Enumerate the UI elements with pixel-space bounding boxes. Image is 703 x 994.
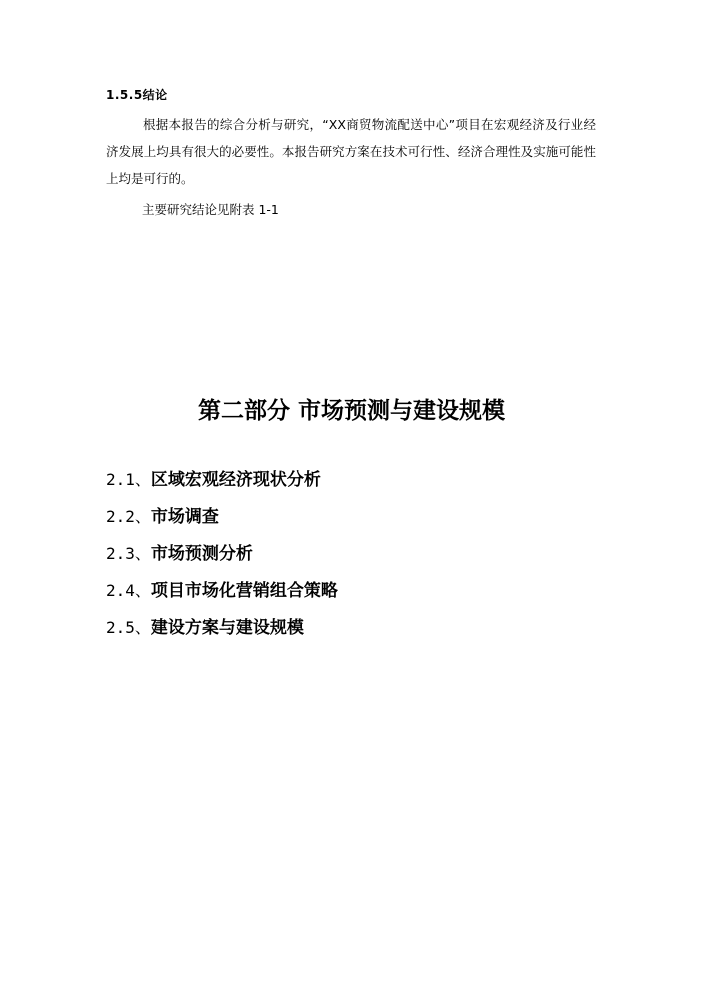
toc-item: [106, 614, 338, 651]
toc-item-title: 区域宏观经济现状分析: [150, 470, 321, 490]
toc-item-number: 2.4、: [106, 581, 151, 600]
toc-item: [106, 540, 338, 577]
section-heading: 1.5.5结论: [106, 88, 168, 102]
toc-item-title: 项目市场化营销组合策略: [150, 581, 338, 601]
toc-item: [106, 503, 338, 540]
toc-item-number: 2.2、: [106, 507, 151, 526]
toc-item-title: 建设方案与建设规模: [150, 618, 304, 638]
toc-item-title: 市场调查: [150, 507, 219, 527]
toc-item-number: 2.3、: [106, 544, 151, 563]
toc-item: [106, 466, 338, 503]
toc-item: [106, 577, 338, 614]
table-of-contents: [106, 466, 338, 651]
conclusion-paragraph: 根据本报告的综合分析与研究，“XX商贸物流配送中心”项目在宏观经济及行业经济发展上均具有很大的必要性。本报告研究方案在技术可行性、经济合理性及实施可能性上均是可行的。: [106, 117, 596, 186]
toc-item-number: 2.5、: [106, 618, 151, 637]
part-title: 第二部分 市场预测与建设规模: [197, 397, 505, 424]
appendix-note: 主要研究结论见附表 1-1: [142, 202, 279, 217]
toc-item-number: 2.1、: [106, 470, 151, 489]
toc-item-title: 市场预测分析: [150, 544, 253, 564]
